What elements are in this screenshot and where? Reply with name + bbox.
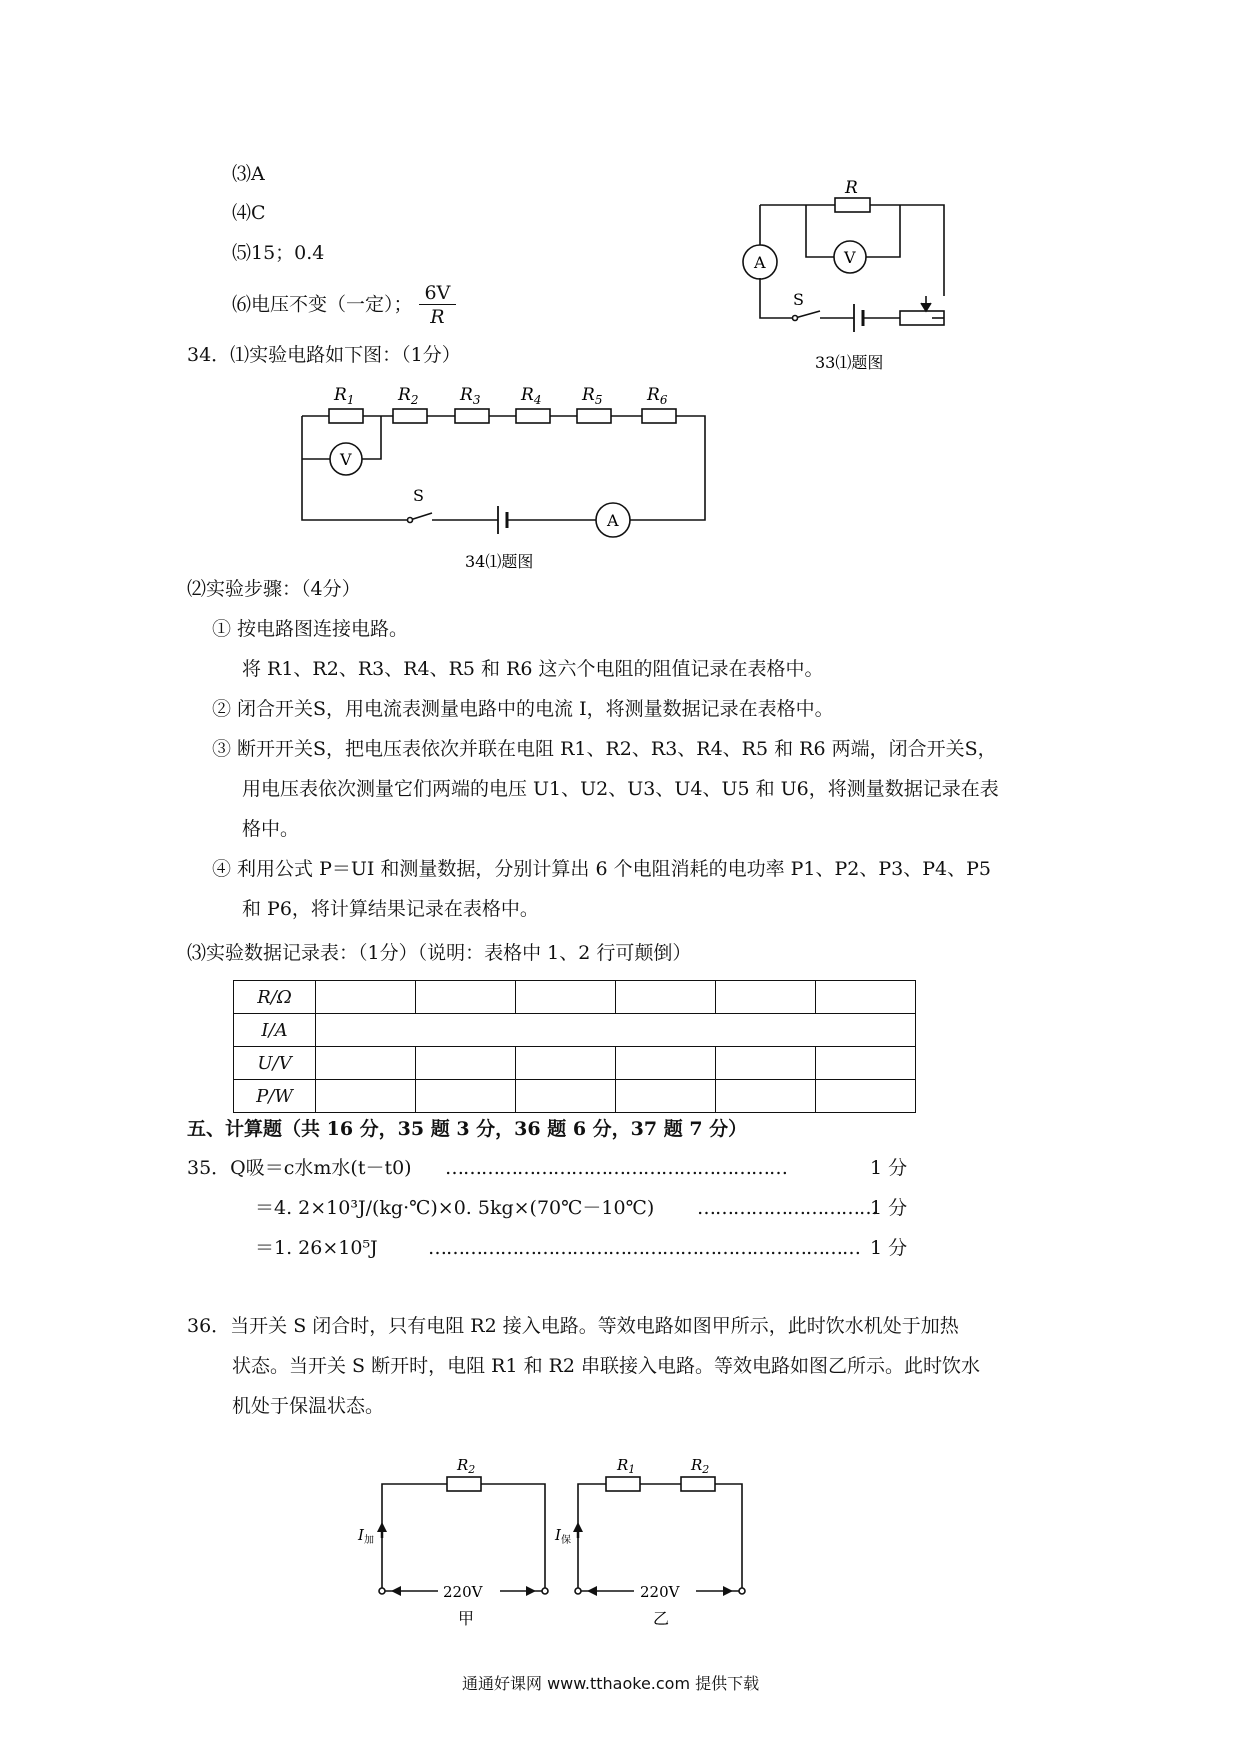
row-header-r: R/Ω [234, 981, 316, 1014]
label-r3: $R_3$ [460, 385, 481, 407]
q35-line-2: ＝4. 2×10³J/(kg·℃)×0. 5kg×(70℃－10℃) [255, 1197, 655, 1219]
label-r4: $R_4$ [521, 385, 542, 407]
answer-33-6-text: ⑹电压不变（一定）； [232, 293, 413, 316]
table-cell [316, 981, 416, 1014]
label-ammeter-a: A [754, 253, 766, 272]
q35-score-1: 1 分 [870, 1157, 908, 1179]
table-row [234, 1047, 916, 1080]
label-r: R [845, 178, 858, 198]
table-row [234, 1014, 916, 1047]
table-cell [416, 1080, 516, 1113]
fraction-6v-over-r [419, 282, 457, 329]
q35-score-3: 1 分 [870, 1237, 908, 1259]
step-4a: ④ 利用公式 P＝UI 和测量数据，分别计算出 6 个电阻消耗的电功率 P1、P2、P3、P4、P5 [212, 858, 991, 880]
label-switch-s: S [793, 290, 804, 309]
table-cell [516, 981, 616, 1014]
table-cell [616, 1047, 716, 1080]
label-voltmeter-v: V [340, 450, 352, 469]
step-3b: 用电压表依次测量它们两端的电压 U1、U2、U3、U4、U5 和 U6，将测量数据记录在表 [242, 778, 999, 800]
table-cell [716, 981, 816, 1014]
label-r5: $R_5$ [582, 385, 603, 407]
answer-33-3: ⑶A [232, 163, 265, 185]
row-header-p: P/W [234, 1080, 316, 1113]
label-r2-a: $R_2$ [457, 1456, 476, 1476]
step-2: ② 闭合开关S，用电流表测量电路中的电流 I，将测量数据记录在表格中。 [212, 698, 834, 720]
step-1: ① 按电路图连接电路。 [212, 618, 409, 640]
step-3c: 格中。 [242, 818, 300, 840]
step-4b: 和 P6，将计算结果记录在表格中。 [242, 898, 539, 920]
q35-line-1: 35．Q吸＝c水m水(t－t0) [187, 1157, 412, 1179]
label-r2-b: $R_2$ [691, 1456, 710, 1476]
data-record-table [233, 980, 916, 1113]
q35-dots-2: ………………………… [697, 1197, 877, 1219]
table-cell [616, 981, 716, 1014]
table-cell [316, 1014, 916, 1047]
table-cell [816, 981, 916, 1014]
caption-33: 33⑴题图 [815, 353, 884, 372]
q35-score-2: 1 分 [870, 1197, 908, 1219]
table-cell [616, 1080, 716, 1113]
answer-33-5: ⑸15；0.4 [232, 242, 325, 264]
table-heading: ⑶实验数据记录表：（1分）（说明：表格中 1、2 行可颠倒） [187, 942, 692, 964]
caption-yi: 乙 [653, 1609, 670, 1628]
q35-dots-1: ………………………………………………… [445, 1157, 787, 1179]
caption-jia: 甲 [458, 1609, 475, 1628]
table-cell [316, 1080, 416, 1113]
q36-line-1: 36．当开关 S 闭合时，只有电阻 R2 接入电路。等效电路如图甲所示，此时饮水机处于加热 [187, 1315, 959, 1337]
label-i-heat: $I_加$ [358, 1526, 374, 1546]
table-cell [816, 1047, 916, 1080]
table-cell [516, 1047, 616, 1080]
answer-33-4: ⑷C [232, 202, 266, 224]
label-r1-b: $R_1$ [617, 1456, 636, 1476]
q34-heading: 34．⑴实验电路如下图：（1分） [187, 344, 461, 366]
footer: 通通好课网 www.tthaoke.com 提供下载 [462, 1674, 760, 1693]
row-header-i: I/A [234, 1014, 316, 1047]
label-r1: $R_1$ [334, 385, 355, 407]
table-row [234, 981, 916, 1014]
fraction-numerator: 6V [419, 282, 457, 305]
table-row [234, 1080, 916, 1113]
row-header-u: U/V [234, 1047, 316, 1080]
section-5-heading: 五、计算题（共 16 分，35 题 3 分，36 题 6 分，37 题 7 分） [187, 1118, 748, 1140]
label-switch-s: S [413, 486, 424, 505]
caption-34: 34⑴题图 [465, 552, 534, 571]
label-i-keep: $I_保$ [555, 1526, 571, 1546]
steps-heading: ⑵实验步骤：（4分） [187, 578, 361, 600]
answer-33-6 [232, 282, 456, 329]
step-3a: ③ 断开开关S，把电压表依次并联在电阻 R1、R2、R3、R4、R5 和 R6 两端，闭合开关S， [212, 738, 997, 760]
label-voltage-a: 220V [443, 1583, 483, 1601]
label-ammeter-a: A [607, 511, 619, 530]
table-cell [416, 981, 516, 1014]
table-cell [716, 1080, 816, 1113]
label-voltmeter-v: V [844, 248, 856, 267]
table-cell [816, 1080, 916, 1113]
fraction-denominator: R [430, 306, 445, 328]
table-cell [516, 1080, 616, 1113]
q35-dots-3: ……………………………………………………………… [428, 1237, 860, 1259]
table-cell [316, 1047, 416, 1080]
label-voltage-b: 220V [640, 1583, 680, 1601]
q35-line-3: ＝1. 26×10⁵J [255, 1237, 378, 1259]
step-1b: 将 R1、R2、R3、R4、R5 和 R6 这六个电阻的阻值记录在表格中。 [242, 658, 824, 680]
label-r6: $R_6$ [647, 385, 668, 407]
q36-line-2: 状态。当开关 S 断开时，电阻 R1 和 R2 串联接入电路。等效电路如图乙所示。此时饮水 [232, 1355, 981, 1377]
label-r2: $R_2$ [398, 385, 419, 407]
q36-line-3: 机处于保温状态。 [232, 1395, 385, 1417]
table-cell [416, 1047, 516, 1080]
table-cell [716, 1047, 816, 1080]
